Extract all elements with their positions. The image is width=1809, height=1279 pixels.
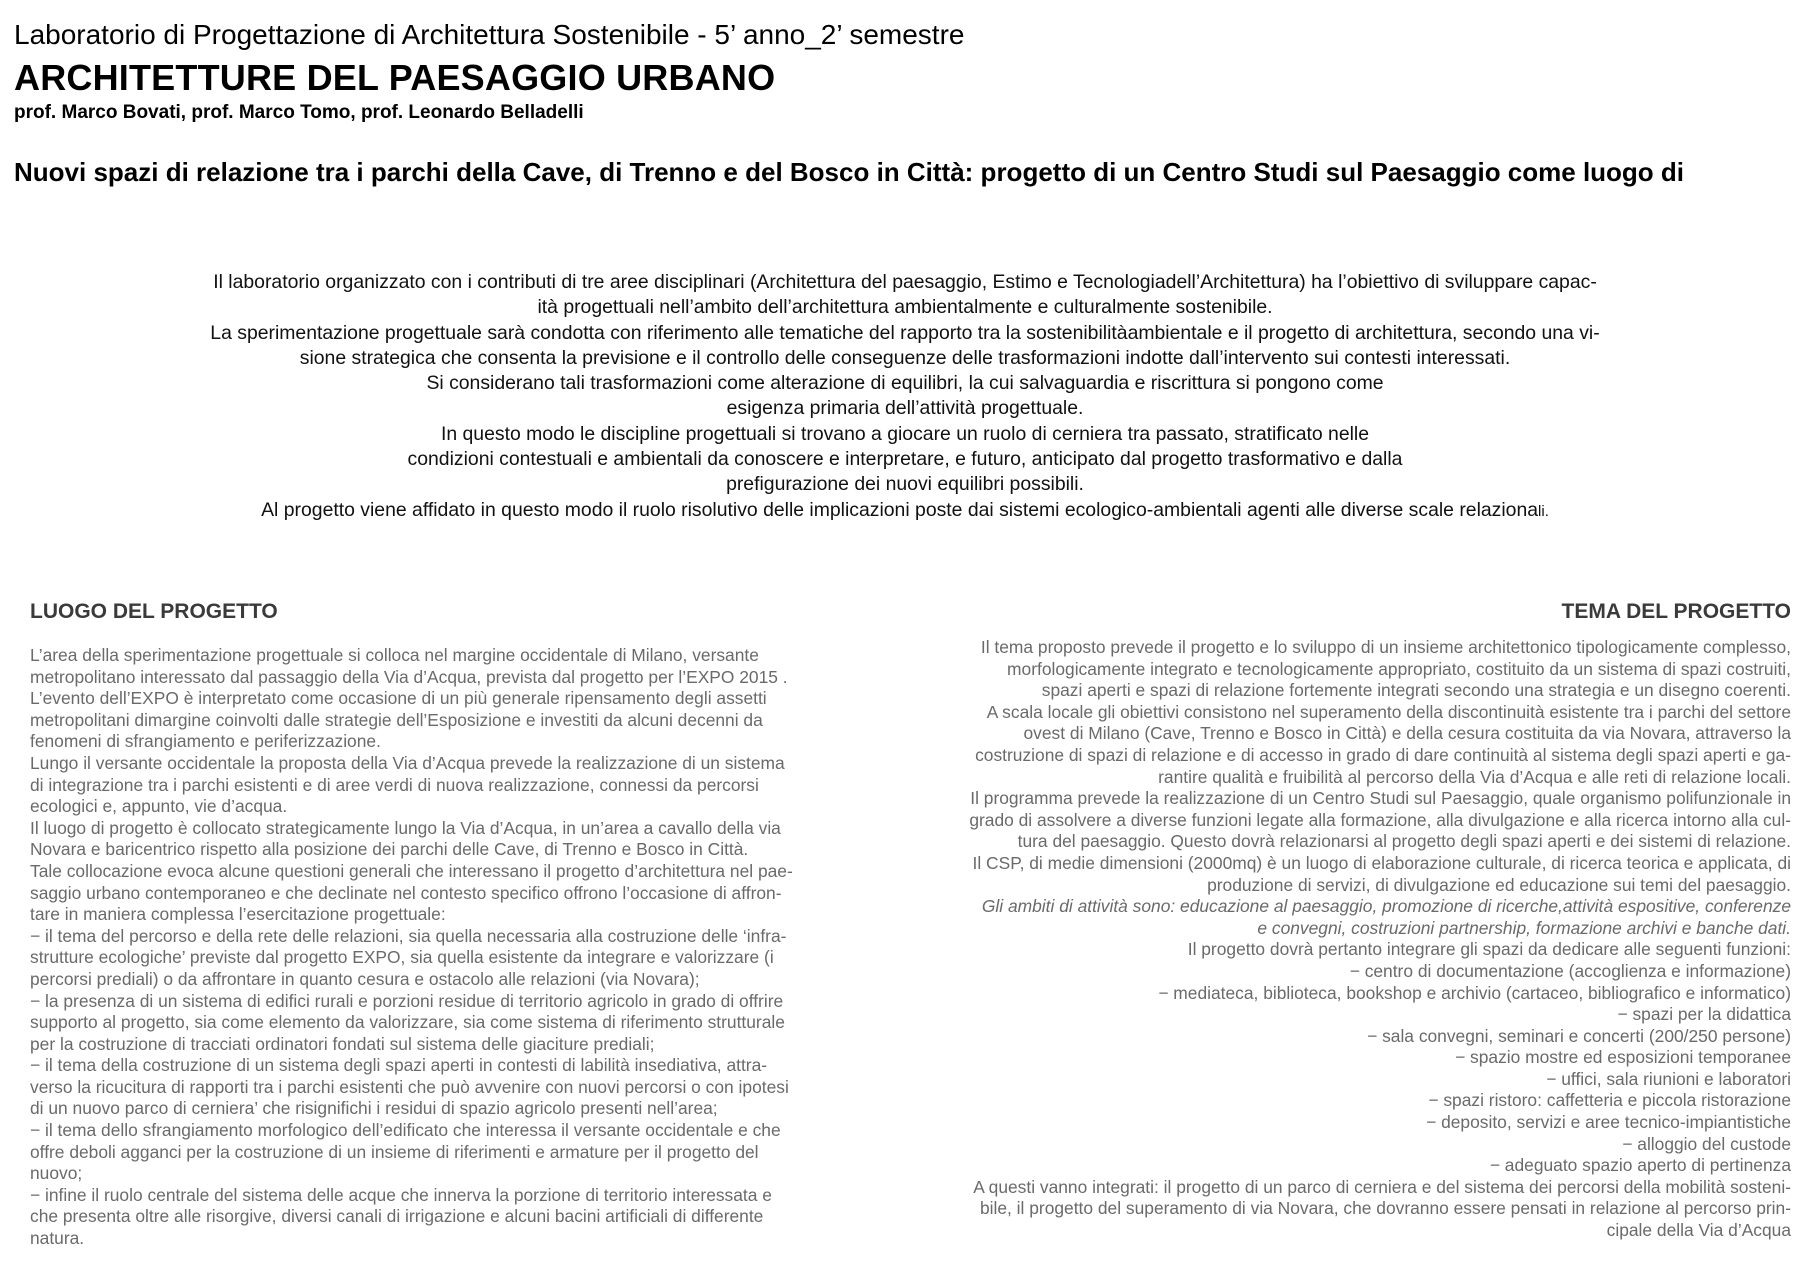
text-line: grado di assolvere a diverse funzioni legate alla formazione, alla divulgazione e alla ricerca intorno alla cul-: [969, 809, 1791, 830]
text-line: A scala locale gli obiettivi consistono nel superamento della discontinuità esistente tra i parchi del settore: [986, 701, 1791, 722]
intro-line: Il laboratorio organizzato con i contributi di tre aree disciplinari (Architettura del paesaggio, Estimo e Tecnologiadell’Architettura) ha l’obiettivo di sviluppare capac-: [213, 271, 1597, 293]
text-line: − deposito, servizi e aree tecnico-impiantistiche: [1426, 1112, 1791, 1133]
text-line: − il tema dello sfrangiamento morfologico dell’edificato che interessa il versante occidentale e che: [30, 1120, 781, 1141]
text-line: di integrazione tra i parchi esistenti e di aree verdi di nuova realizzazione, connessi da percorsi: [30, 774, 759, 795]
text-line: − il tema del percorso e della rete delle relazioni, sia quella necessaria alla costruzione delle ‘infra-: [30, 925, 787, 946]
text-line: cipale della Via d’Acqua: [1606, 1220, 1791, 1241]
intro-line: prefigurazione dei nuovi equilibri possibili.: [726, 473, 1084, 496]
intro-line: Si considerano tali trasformazioni come alterazione di equilibri, la cui salvaguardia e riscrittura si pongono come: [426, 372, 1384, 395]
text-line: per la costruzione di tracciati ordinatori fondati sul sistema delle giaciture prediali;: [30, 1033, 655, 1054]
text-line: e convegni, costruzioni partnership, formazione archivi e banche dati.: [1257, 917, 1791, 938]
text-line: Il CSP, di medie dimensioni (2000mq) è un luogo di elaborazione culturale, di ricerca teorica e applicata, di: [972, 852, 1791, 873]
text-line: − spazi ristoro: caffetteria e piccola ristorazione: [1428, 1090, 1791, 1111]
intro-last-line-tail: li.: [1538, 502, 1549, 520]
text-line: − infine il ruolo centrale del sistema delle acque che innerva la porzione di territorio interessata e: [30, 1184, 772, 1205]
text-line: Lungo il versante occidentale la proposta della Via d’Acqua prevede la realizzazione di un sistema: [30, 752, 785, 773]
text-line: offre deboli agganci per la costruzione di un insieme di riferimenti e armature per il progetto del: [30, 1141, 759, 1162]
text-line: rantire qualità e fruibilità al percorso della Via d’Acqua e alle reti di relazione locali.: [1158, 766, 1791, 787]
text-line: che presenta oltre alle risorgive, diversi canali di irrigazione e alcuni bacini artificiali di differente: [30, 1206, 764, 1227]
text-line: Novara e baricentrico rispetto alla posizione dei parchi delle Cave, di Trenno e Bosco in Città.: [30, 839, 749, 860]
text-line: Il tema proposto prevede il progetto e lo sviluppo di un insieme architettonico tipologicamente complesso,: [980, 637, 1791, 657]
text-line: spazi aperti e spazi di relazione fortemente integrati secondo una strategia e un disegno coerenti.: [1041, 680, 1791, 701]
luogo-heading: LUOGO DEL PROGETTO: [30, 600, 278, 623]
tema-heading: TEMA DEL PROGETTO: [1561, 600, 1791, 623]
text-line: − alloggio del custode: [1622, 1133, 1791, 1154]
text-line: morfologicamente integrato e tecnologicamente appropriato, costituito da un sistema di spazi costruiti,: [1007, 658, 1791, 679]
intro-line: esigenza primaria dell’attività progettuale.: [726, 397, 1084, 420]
intro-line: condizioni contestuali e ambientali da conoscere e interpretare, e futuro, anticipato dal progetto trasformativo e dalla: [407, 448, 1403, 471]
text-line: di un nuovo parco di cerniera’ che risignifichi i residui di spazio agricolo presenti nell’area;: [30, 1098, 718, 1119]
text-line: L’evento dell’EXPO è interpretato come occasione di un più generale ripensamento degli assetti: [30, 688, 767, 709]
text-line: natura.: [30, 1228, 85, 1249]
text-line: supporto al progetto, sia come elemento da valorizzare, sia come sistema di riferimento strutturale: [30, 1012, 785, 1033]
text-line: tura del paesaggio. Questo dovrà relazionarsi al progetto degli spazi aperti e dei sistemi di relazione.: [1017, 831, 1791, 852]
course-line: Laboratorio di Progettazione di Architettura Sostenibile - 5’ anno_2’ semestre: [14, 19, 965, 50]
intro-line: La sperimentazione progettuale sarà condotta con riferimento alle tematiche del rapporto tra la sostenibilitàambientale e il progetto di architettura, secondo una vi-: [210, 321, 1600, 344]
text-line: ecologici e, appunto, vie d’acqua.: [30, 796, 288, 817]
text-line: − uffici, sala riunioni e laboratori: [1546, 1068, 1791, 1089]
text-line: metropolitano interessato dal passaggio della Via d’Acqua, prevista dal progetto per l’EXPO 2015 .: [30, 666, 788, 687]
text-line: − centro di documentazione (accoglienza e informazione): [1349, 960, 1791, 981]
text-line: − mediateca, biblioteca, bookshop e archivio (cartaceo, bibliografico e informatico): [1158, 982, 1791, 1003]
text-line: L’area della sperimentazione progettuale si colloca nel margine occidentale di Milano, versante: [30, 645, 759, 665]
tema-text: [911, 637, 1791, 1242]
text-line: bile, il progetto del superamento di via Novara, che dovranno essere pensati in relazione al percorso prin-: [979, 1198, 1791, 1219]
text-line: Il luogo di progetto è collocato strategicamente lungo la Via d’Acqua, in un’area a cavallo della via: [30, 817, 781, 838]
text-line: − la presenza di un sistema di edifici rurali e porzioni residue di territorio agricolo in grado di offrire: [30, 990, 784, 1011]
text-line: Gli ambiti di attività sono: educazione al paesaggio, promozione di ricerche,attività espositive, conferenze: [981, 896, 1791, 917]
text-line: produzione di servizi, di divulgazione ed educazione sui temi del paesaggio.: [1207, 874, 1791, 895]
text-line: saggio urbano contemporaneo e che declinate nel contesto specifico offrono l’occasione di affron-: [30, 882, 782, 903]
text-line: Tale collocazione evoca alcune questioni generali che interessano il progetto d’architettura nel pae-: [30, 860, 793, 881]
professors-line: prof. Marco Bovati, prof. Marco Tomo, prof. Leonardo Belladelli: [14, 102, 584, 123]
text-line: − sala convegni, seminari e concerti (200/250 persone): [1367, 1025, 1791, 1046]
text-line: ovest di Milano (Cave, Trenno e Bosco in Città) e della cesura costituita da via Novara, attraverso la: [1023, 723, 1791, 744]
project-subtitle: Nuovi spazi di relazione tra i parchi della Cave, di Trenno e del Bosco in Città: progetto di un Centro Studi sul Paesaggio come luogo di: [14, 157, 1685, 187]
intro-paragraph: [60, 270, 1750, 524]
text-line: strutture ecologiche’ previste dal progetto EXPO, sia quella esistente da integrare e valorizzare (i: [30, 947, 774, 968]
intro-line: ità progettuali nell’ambito dell’architettura ambientalmente e culturalmente sostenibile.: [537, 296, 1273, 319]
text-line: costruzione di spazi di relazione e di accesso in grado di dare continuità al sistema degli spazi aperti e ga-: [975, 744, 1791, 765]
text-line: − il tema della costruzione di un sistema degli spazi aperti in contesti di labilità insediativa, attra-: [30, 1055, 768, 1076]
text-line: verso la ricucitura di rapporti tra i parchi esistenti che può avvenire con nuovi percorsi o con ipotesi: [30, 1076, 789, 1097]
intro-last-line: [60, 498, 1750, 524]
text-line: − adeguato spazio aperto di pertinenza: [1489, 1155, 1791, 1176]
intro-line: sione strategica che consenta la previsione e il controllo delle conseguenze delle trasformazioni indotte dall’intervento sui contesti interessati.: [299, 346, 1511, 369]
text-line: − spazi per la didattica: [1617, 1004, 1791, 1025]
luogo-text: [30, 645, 860, 1250]
text-line: metropolitani dimargine coinvolti dalle strategie dell’Esposizione e investiti da alcuni decenni da: [30, 709, 763, 730]
intro-line: In questo modo le discipline progettuali si trovano a giocare un ruolo di cerniera tra passato, stratificato nelle: [440, 422, 1370, 445]
text-line: fenomeni di sfrangiamento e periferizzazione.: [30, 731, 381, 752]
text-line: Il programma prevede la realizzazione di un Centro Studi sul Paesaggio, quale organismo polifunzionale in: [970, 788, 1791, 809]
text-line: nuovo;: [30, 1163, 83, 1184]
page-title: ARCHITETTURE DEL PAESAGGIO URBANO: [14, 57, 776, 98]
text-line: tare in maniera complessa l’esercitazione progettuale:: [30, 904, 446, 925]
text-line: A questi vanno integrati: il progetto di un parco di cerniera e del sistema dei percorsi della mobilità sosteni-: [973, 1176, 1791, 1197]
text-line: − spazio mostre ed esposizioni temporanee: [1455, 1047, 1791, 1068]
text-line: percorsi prediali) o da affrontare in quanto cesura e ostacolo alle relazioni (via Novara);: [30, 968, 700, 989]
text-line: Il progetto dovrà pertanto integrare gli spazi da dedicare alle seguenti funzioni:: [1187, 939, 1791, 960]
intro-last-line-main: Al progetto viene affidato in questo modo il ruolo risolutivo delle implicazioni poste dai sistemi ecologico-ambientali agenti alle diverse scale relaziona: [261, 498, 1539, 521]
